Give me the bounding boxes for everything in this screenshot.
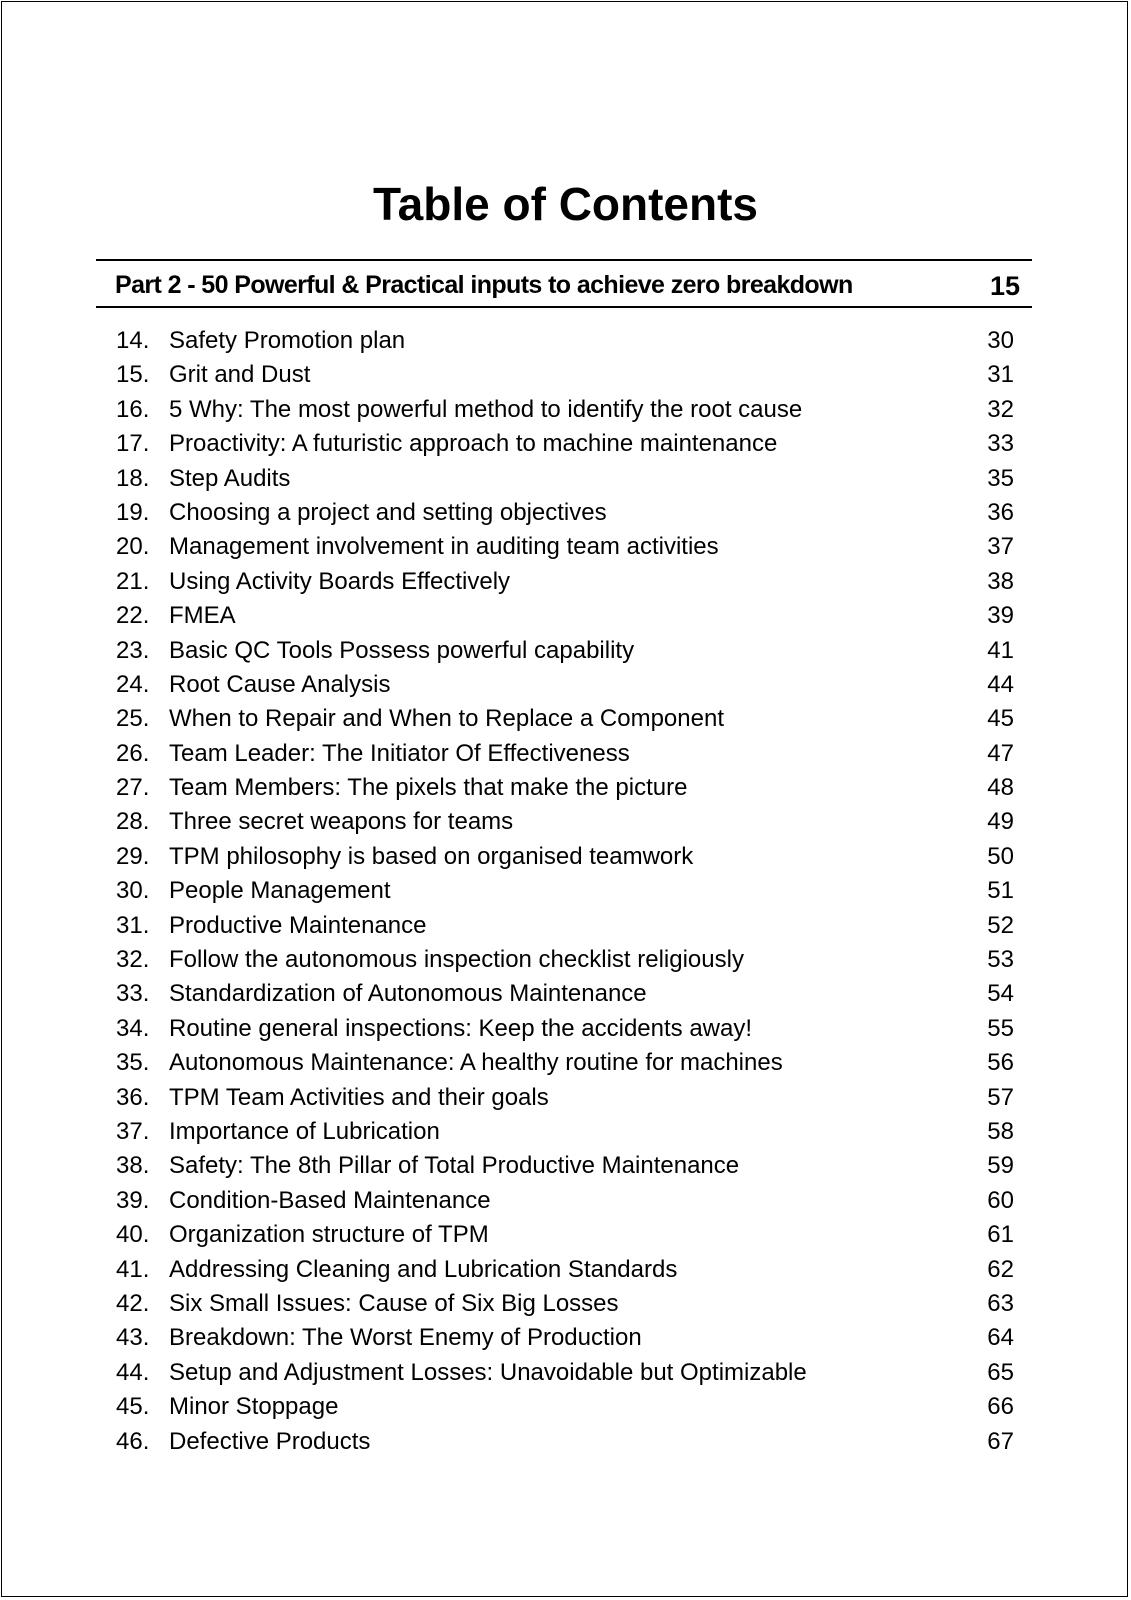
toc-entry-page: 53 xyxy=(987,946,1014,974)
toc-entry-title: 5 Why: The most powerful method to identify the root cause xyxy=(169,395,803,423)
toc-entry-page: 61 xyxy=(987,1221,1014,1249)
toc-entry-page: 38 xyxy=(987,567,1014,595)
toc-entry-title: Grit and Dust xyxy=(169,361,311,389)
toc-entry-number: 22. xyxy=(116,602,150,630)
toc-entry-page: 31 xyxy=(987,361,1014,389)
toc-entry-title: Addressing Cleaning and Lubrication Standards xyxy=(169,1255,678,1283)
toc-entry xyxy=(116,805,1014,839)
toc-entry-number: 42. xyxy=(116,1289,150,1317)
toc-entry-title: Defective Products xyxy=(169,1427,371,1455)
toc-entry xyxy=(116,1356,1014,1390)
toc-entry-number: 15. xyxy=(116,361,150,389)
toc-entry-number: 40. xyxy=(116,1221,150,1249)
toc-entry-title: Productive Maintenance xyxy=(169,911,427,939)
toc-entry-number: 20. xyxy=(116,533,150,561)
divider-top xyxy=(96,259,1032,261)
toc-entry xyxy=(116,943,1014,977)
part-heading xyxy=(115,268,1020,302)
toc-entry-title: Autonomous Maintenance: A healthy routine for machines xyxy=(169,1049,783,1077)
toc-entry-page: 41 xyxy=(987,636,1014,664)
toc-entry-page: 48 xyxy=(987,774,1014,802)
toc-entry-number: 16. xyxy=(116,395,150,423)
toc-entry xyxy=(116,1218,1014,1252)
toc-entry-title: Safety: The 8th Pillar of Total Productive Maintenance xyxy=(169,1152,740,1180)
toc-entry xyxy=(116,427,1014,461)
toc-entry-page: 35 xyxy=(987,464,1014,492)
toc-entry-number: 14. xyxy=(116,327,150,354)
toc-entry xyxy=(116,393,1014,427)
toc-entry-page: 62 xyxy=(987,1255,1014,1283)
toc-entry xyxy=(116,1149,1014,1183)
toc-entry-title: Safety Promotion plan xyxy=(169,327,406,354)
toc-entry-title: Basic QC Tools Possess powerful capability xyxy=(169,636,635,664)
toc-entry-title: Routine general inspections: Keep the accidents away! xyxy=(169,1014,753,1042)
toc-entry-title: FMEA xyxy=(169,602,236,630)
toc-entry xyxy=(116,771,1014,805)
toc-entry-number: 35. xyxy=(116,1049,150,1077)
toc-entry-number: 27. xyxy=(116,774,150,802)
toc-entry-title: Organization structure of TPM xyxy=(169,1221,489,1249)
toc-entry-title: Importance of Lubrication xyxy=(169,1117,440,1145)
toc-entry-title: TPM Team Activities and their goals xyxy=(169,1083,549,1111)
toc-entry-page: 51 xyxy=(987,877,1014,905)
toc-entry-number: 17. xyxy=(116,430,150,458)
toc-entry-title: Condition-Based Maintenance xyxy=(169,1186,491,1214)
toc-entry xyxy=(116,358,1014,392)
toc-entry-page: 39 xyxy=(987,602,1014,630)
toc-entry-number: 37. xyxy=(116,1117,150,1145)
toc-entry-title: Root Cause Analysis xyxy=(169,670,391,698)
toc-entry-title: People Management xyxy=(169,877,391,905)
toc-entry xyxy=(116,634,1014,668)
toc-entry xyxy=(116,530,1014,564)
toc-entry-title: Using Activity Boards Effectively xyxy=(169,567,511,595)
toc-entry-number: 34. xyxy=(116,1014,150,1042)
toc-entry-number: 21. xyxy=(116,567,150,595)
toc-entry xyxy=(116,1115,1014,1149)
toc-entry xyxy=(116,1390,1014,1424)
toc-entry xyxy=(116,1287,1014,1321)
toc-entry-title: TPM philosophy is based on organised teamwork xyxy=(169,842,694,870)
toc-entry-number: 46. xyxy=(116,1427,150,1455)
toc-entry-number: 29. xyxy=(116,842,150,870)
toc-entry-title: Setup and Adjustment Losses: Unavoidable but Optimizable xyxy=(169,1358,807,1386)
divider-bottom xyxy=(96,306,1032,308)
toc-entry-title: Proactivity: A futuristic approach to machine maintenance xyxy=(169,430,778,458)
toc-entry-title: Three secret weapons for teams xyxy=(169,808,514,836)
toc-entry-page: 37 xyxy=(987,533,1014,561)
toc-entry xyxy=(116,1184,1014,1218)
toc-entry-number: 28. xyxy=(116,808,150,836)
toc-entry xyxy=(116,702,1014,736)
page-title: Table of Contents xyxy=(372,178,759,230)
toc-entry xyxy=(116,1046,1014,1080)
toc-entry xyxy=(116,324,1014,358)
toc-entry-page: 56 xyxy=(987,1049,1014,1077)
toc-entry-page: 64 xyxy=(987,1324,1014,1352)
toc-entry-number: 19. xyxy=(116,498,150,526)
toc-entry-title: Breakdown: The Worst Enemy of Production xyxy=(169,1324,642,1352)
toc-entry-number: 26. xyxy=(116,739,150,767)
part-title: Part 2 - 50 Powerful & Practical inputs to achieve zero breakdown xyxy=(115,271,853,299)
toc-entry-title: Choosing a project and setting objectives xyxy=(169,498,607,526)
toc-entry-title: Team Leader: The Initiator Of Effectiveness xyxy=(169,739,630,767)
toc-entry-title: Management involvement in auditing team activities xyxy=(169,533,719,561)
toc-entry-title: Step Audits xyxy=(169,464,291,492)
toc-entry xyxy=(116,462,1014,496)
toc-entry-page: 63 xyxy=(987,1289,1014,1317)
toc-entry-page: 60 xyxy=(987,1186,1014,1214)
toc-entry-page: 32 xyxy=(987,395,1014,423)
toc-entry-number: 41. xyxy=(116,1255,150,1283)
toc-entry-page: 49 xyxy=(987,808,1014,836)
toc-entry-page: 66 xyxy=(987,1393,1014,1421)
toc-entry-title: When to Repair and When to Replace a Component xyxy=(169,705,724,733)
toc-entry-page: 33 xyxy=(987,430,1014,458)
toc-entry xyxy=(116,1321,1014,1355)
toc-entry-page: 30 xyxy=(987,327,1014,354)
toc-entry-page: 58 xyxy=(987,1117,1014,1145)
toc-entry-title: Six Small Issues: Cause of Six Big Losses xyxy=(169,1289,619,1317)
toc-entry xyxy=(116,599,1014,633)
toc-list xyxy=(116,324,1014,1459)
toc-entry xyxy=(116,1425,1014,1459)
toc-entry-page: 47 xyxy=(987,739,1014,767)
toc-entry xyxy=(116,496,1014,530)
toc-entry-number: 32. xyxy=(116,946,150,974)
toc-entry-page: 54 xyxy=(987,980,1014,1008)
toc-entry-page: 50 xyxy=(987,842,1014,870)
part-page-number: 15 xyxy=(989,271,1020,301)
toc-entry-number: 24. xyxy=(116,670,150,698)
toc-entry-page: 55 xyxy=(987,1014,1014,1042)
toc-entry-number: 31. xyxy=(116,911,150,939)
toc-entry-number: 25. xyxy=(116,705,150,733)
toc-entry-number: 23. xyxy=(116,636,150,664)
toc-entry xyxy=(116,1012,1014,1046)
toc-entry-page: 57 xyxy=(987,1083,1014,1111)
toc-entry xyxy=(116,874,1014,908)
toc-entry xyxy=(116,977,1014,1011)
toc-entry-title: Minor Stoppage xyxy=(169,1393,339,1421)
toc-entry-number: 30. xyxy=(116,877,150,905)
toc-entry xyxy=(116,840,1014,874)
toc-entry-page: 59 xyxy=(987,1152,1014,1180)
toc-entry-number: 43. xyxy=(116,1324,150,1352)
toc-entry-page: 45 xyxy=(987,705,1014,733)
toc-entry-title: Standardization of Autonomous Maintenance xyxy=(169,980,647,1008)
toc-entry-number: 39. xyxy=(116,1186,150,1214)
toc-entry-page: 65 xyxy=(987,1358,1014,1386)
toc-entry-page: 36 xyxy=(987,498,1014,526)
toc-entry-number: 18. xyxy=(116,464,150,492)
toc-entry-page: 52 xyxy=(987,911,1014,939)
toc-entry xyxy=(116,737,1014,771)
toc-entry-number: 38. xyxy=(116,1152,150,1180)
toc-entry-number: 33. xyxy=(116,980,150,1008)
toc-entry-number: 36. xyxy=(116,1083,150,1111)
toc-entry xyxy=(116,909,1014,943)
toc-entry-page: 44 xyxy=(987,670,1014,698)
toc-entry-title: Follow the autonomous inspection checklist religiously xyxy=(169,946,744,974)
toc-entry-number: 44. xyxy=(116,1358,150,1386)
toc-entry xyxy=(116,565,1014,599)
toc-entry-title: Team Members: The pixels that make the picture xyxy=(169,774,688,802)
toc-entry-page: 67 xyxy=(987,1427,1014,1455)
toc-entry xyxy=(116,1253,1014,1287)
toc-entry xyxy=(116,1081,1014,1115)
toc-entry xyxy=(116,668,1014,702)
toc-entry-number: 45. xyxy=(116,1393,150,1421)
